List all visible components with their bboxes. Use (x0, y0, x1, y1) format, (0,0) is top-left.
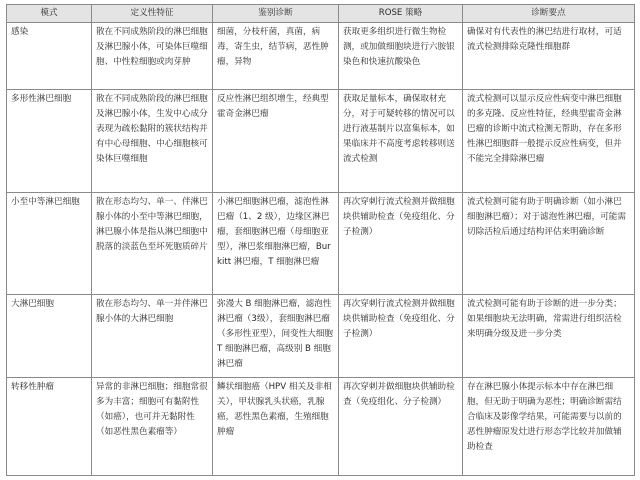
cell-keypoints: 确保对有代表性的淋巴结进行取材，可适流式检测排除克隆性细胞群 (463, 23, 635, 90)
cell-differential: 弥漫大 B 细胞淋巴瘤，滤泡性淋巴瘤（3级），套细胞淋巴瘤（多形性亚型），间变性大细胞 T 细胞淋巴瘤，高级别 B 细胞淋巴瘤 (213, 294, 339, 378)
cell-keypoints: 流式检测可能有助于诊断的进一步分类；如果细胞块无法明确，常需进行组织活检来明确分级及进一步分类 (463, 294, 635, 378)
table-row (7, 378, 635, 476)
cell-rose: 获取更多组织进行微生物检测，或加做细胞块进行六胺银染色和快速抗酸染色 (339, 23, 463, 90)
header-differential-diagnosis: 鉴别诊断 (213, 5, 339, 23)
cell-rose: 再次穿刺并做细胞块供辅助检查（免疫组化、分子检测） (339, 378, 463, 476)
table-row (7, 90, 635, 193)
cell-rose: 获取足量标本，确保取材充分，对于可疑转移的情况可以进行液基制片以富集标本，如果临床并不高度考虑转移则送流式检测 (339, 90, 463, 193)
cell-features: 散在形态均匀、单一并伴淋巴腺小体的大淋巴细胞 (92, 294, 213, 378)
header-diagnostic-keypoints: 诊断要点 (463, 5, 635, 23)
cell-differential: 鳞状细胞癌（HPV 相关及非相关），甲状腺乳头状癌，乳腺癌，恶性黑色素瘤，生殖细胞肿瘤 (213, 378, 339, 476)
cell-mode: 感染 (7, 23, 92, 90)
table-header-row (7, 5, 635, 23)
cell-mode: 大淋巴细胞 (7, 294, 92, 378)
cell-keypoints: 存在淋巴腺小体提示标本中存在淋巴细胞，但无助于明确为恶性；明确诊断需结合临床及影像学结果，可能需要与以前的恶性肿瘤原发灶进行形态学比较并加做辅助检查 (463, 378, 635, 476)
cell-differential: 反应性淋巴组织增生，经典型霍奇金淋巴瘤 (213, 90, 339, 193)
diagnostic-patterns-table (6, 4, 635, 476)
cell-mode: 小至中等淋巴细胞 (7, 192, 92, 294)
table-row (7, 23, 635, 90)
cell-differential: 小淋巴细胞淋巴瘤，滤泡性淋巴瘤（1、2 级），边缘区淋巴瘤，套细胞淋巴瘤（母细胞亚型），淋巴浆细胞淋巴瘤，Burkitt 淋巴瘤，T 细胞淋巴瘤 (213, 192, 339, 294)
header-rose-strategy: ROSE 策略 (339, 5, 463, 23)
cell-keypoints: 流式检测可能有助于明确诊断（如小淋巴细胞淋巴瘤）；对于滤泡性淋巴瘤，可能需切除活检后通过结构评估来明确诊断 (463, 192, 635, 294)
cell-mode: 多形性淋巴细胞 (7, 90, 92, 193)
cell-rose: 再次穿刺行流式检测并做细胞块供辅助检查（免疫组化、分子检测） (339, 192, 463, 294)
cell-rose: 再次穿刺行流式检测并做细胞块供辅助检查（免疫组化、分子检测） (339, 294, 463, 378)
cell-differential: 细菌，分枝杆菌，真菌，病毒，寄生虫，结节病，恶性肿瘤，异物 (213, 23, 339, 90)
cell-features: 散在形态均匀、单一、伴淋巴腺小体的小至中等淋巴细胞，淋巴腺小体是指从淋巴细胞中脱落的淡蓝色至坏死胞质碎片 (92, 192, 213, 294)
cell-features: 异常的非淋巴细胞；细胞常很多为丰富；细胞可有黏附性（如癌），也可并无黏附性（如恶性黑色素瘤等） (92, 378, 213, 476)
table-row (7, 294, 635, 378)
header-defining-features: 定义性特征 (92, 5, 213, 23)
cell-mode: 转移性肿瘤 (7, 378, 92, 476)
table-row (7, 192, 635, 294)
header-mode: 模式 (7, 5, 92, 23)
cell-keypoints: 流式检测可以显示反应性病变中淋巴细胞的多克隆、反应性特征，经典型霍奇金淋巴瘤的诊断中流式检测无帮助，存在多形性淋巴细胞群一般提示反应性病变，但并不能完全排除淋巴瘤 (463, 90, 635, 193)
cell-features: 散在不同成熟阶段的淋巴细胞及淋巴腺小体，生发中心成分表现为疏松黏附的簇状结构并有中心母细胞、中心细胞核可染体巨噬细胞 (92, 90, 213, 193)
cell-features: 散在不同成熟阶段的淋巴细胞及淋巴腺小体，可染体巨噬细胞、中性粒细胞或肉芽肿 (92, 23, 213, 90)
